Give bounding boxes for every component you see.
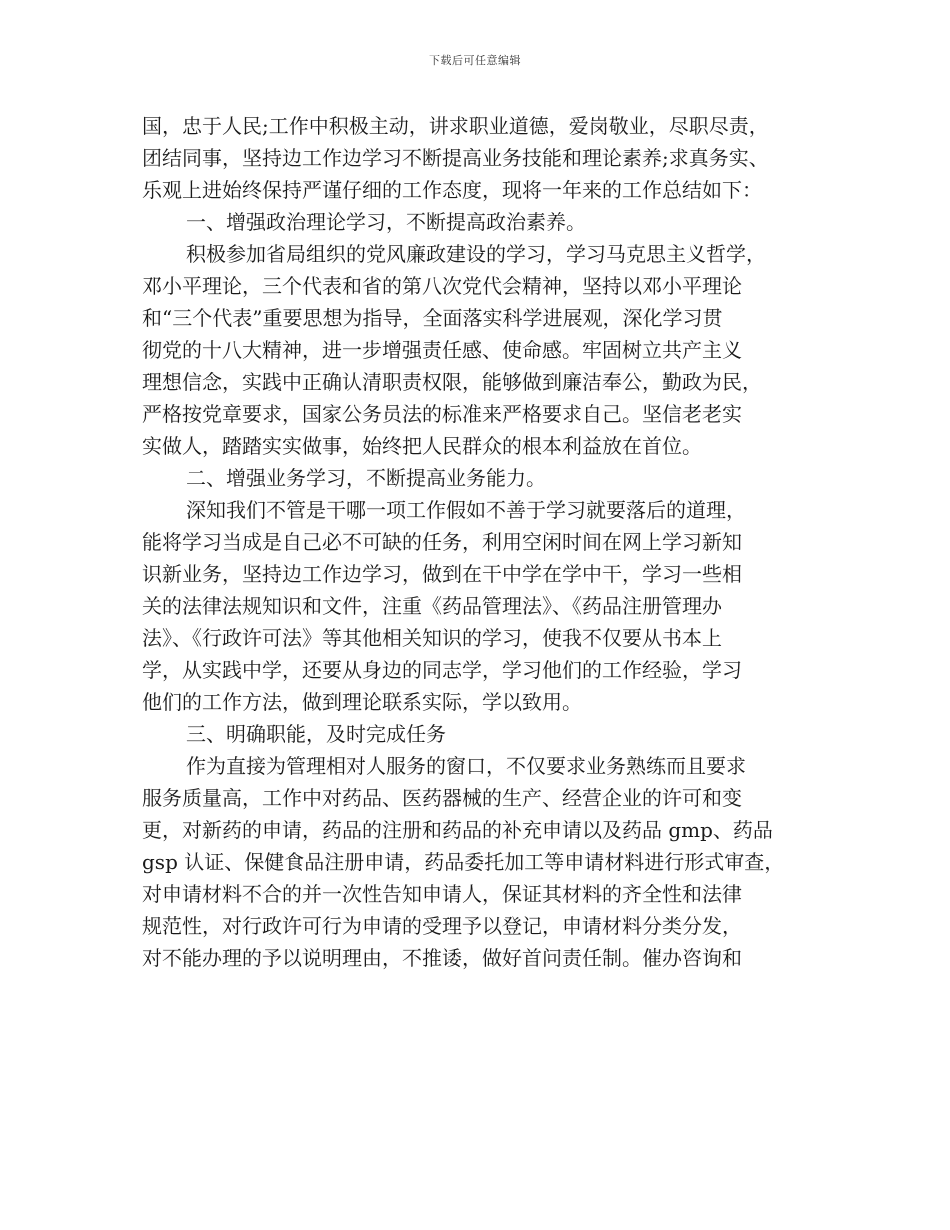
text-line: 更，对新药的申请，药品的注册和药品的补充申请以及药品 gmp、药品 (142, 818, 773, 842)
text-line: 深知我们不管是干哪一项工作假如不善于学习就要落后的道理， (186, 498, 746, 522)
text-line: 团结同事，坚持边工作边学习不断提高业务技能和理论素养;求真务实、 (142, 146, 769, 170)
page-header: 下载后可任意编辑 (429, 54, 521, 67)
text-line: 二、增强业务学习，不断提高业务能力。 (186, 466, 546, 490)
text-line: 和“三个代表”重要思想为指导，全面落实科学进展观，深化学习贯 (142, 306, 723, 330)
text-line: 理想信念，实践中正确认清职责权限，能够做到廉洁奉公，勤政为民， (142, 370, 762, 394)
text-line: 国，忠于人民;工作中积极主动，讲求职业道德，爱岗敬业，尽职尽责， (142, 114, 769, 138)
text-line: 彻党的十八大精神，进一步增强责任感、使命感。牢固树立共产主义 (142, 338, 742, 362)
text-line: 法》、《行政许可法》等其他相关知识的学习，使我不仅要从书本上 (142, 626, 722, 650)
text-line: 一、增强政治理论学习，不断提高政治素养。 (186, 210, 586, 234)
text-line: 对申请材料不合的并一次性告知申请人，保证其材料的齐全性和法律 (142, 882, 742, 906)
text-line: 作为直接为管理相对人服务的窗口，不仅要求业务熟练而且要求 (186, 754, 746, 778)
text-line: 对不能办理的予以说明理由，不推诿，做好首问责任制。催办咨询和 (142, 946, 742, 970)
text-line: 三、明确职能，及时完成任务 (186, 722, 446, 746)
text-line: 积极参加省局组织的党风廉政建设的学习，学习马克思主义哲学， (186, 242, 766, 266)
text-line: gsp 认证、保健食品注册申请，药品委托加工等申请材料进行形式审查， (142, 850, 785, 874)
text-line: 邓小平理论，三个代表和省的第八次党代会精神，坚持以邓小平理论 (142, 274, 742, 298)
text-line: 他们的工作方法，做到理论联系实际，学以致用。 (142, 690, 582, 714)
text-line: 关的法律法规知识和文件，注重《药品管理法》、《药品注册管理办 (142, 594, 722, 618)
text-line: 实做人，踏踏实实做事，始终把人民群众的根本利益放在首位。 (142, 434, 702, 458)
document-body (142, 110, 832, 974)
text-line: 学，从实践中学，还要从身边的同志学，学习他们的工作经验，学习 (142, 658, 742, 682)
text-line: 能将学习当成是自己必不可缺的任务，利用空闲时间在网上学习新知 (142, 530, 742, 554)
text-line: 服务质量高，工作中对药品、医药器械的生产、经营企业的许可和变 (142, 786, 742, 810)
text-line: 识新业务，坚持边工作边学习，做到在干中学在学中干，学习一些相 (142, 562, 742, 586)
text-line: 乐观上进始终保持严谨仔细的工作态度，现将一年来的工作总结如下： (142, 178, 762, 202)
text-line: 规范性，对行政许可行为申请的受理予以登记，申请材料分类分发， (142, 914, 742, 938)
text-line: 严格按党章要求，国家公务员法的标准来严格要求自己。坚信老老实 (142, 402, 742, 426)
